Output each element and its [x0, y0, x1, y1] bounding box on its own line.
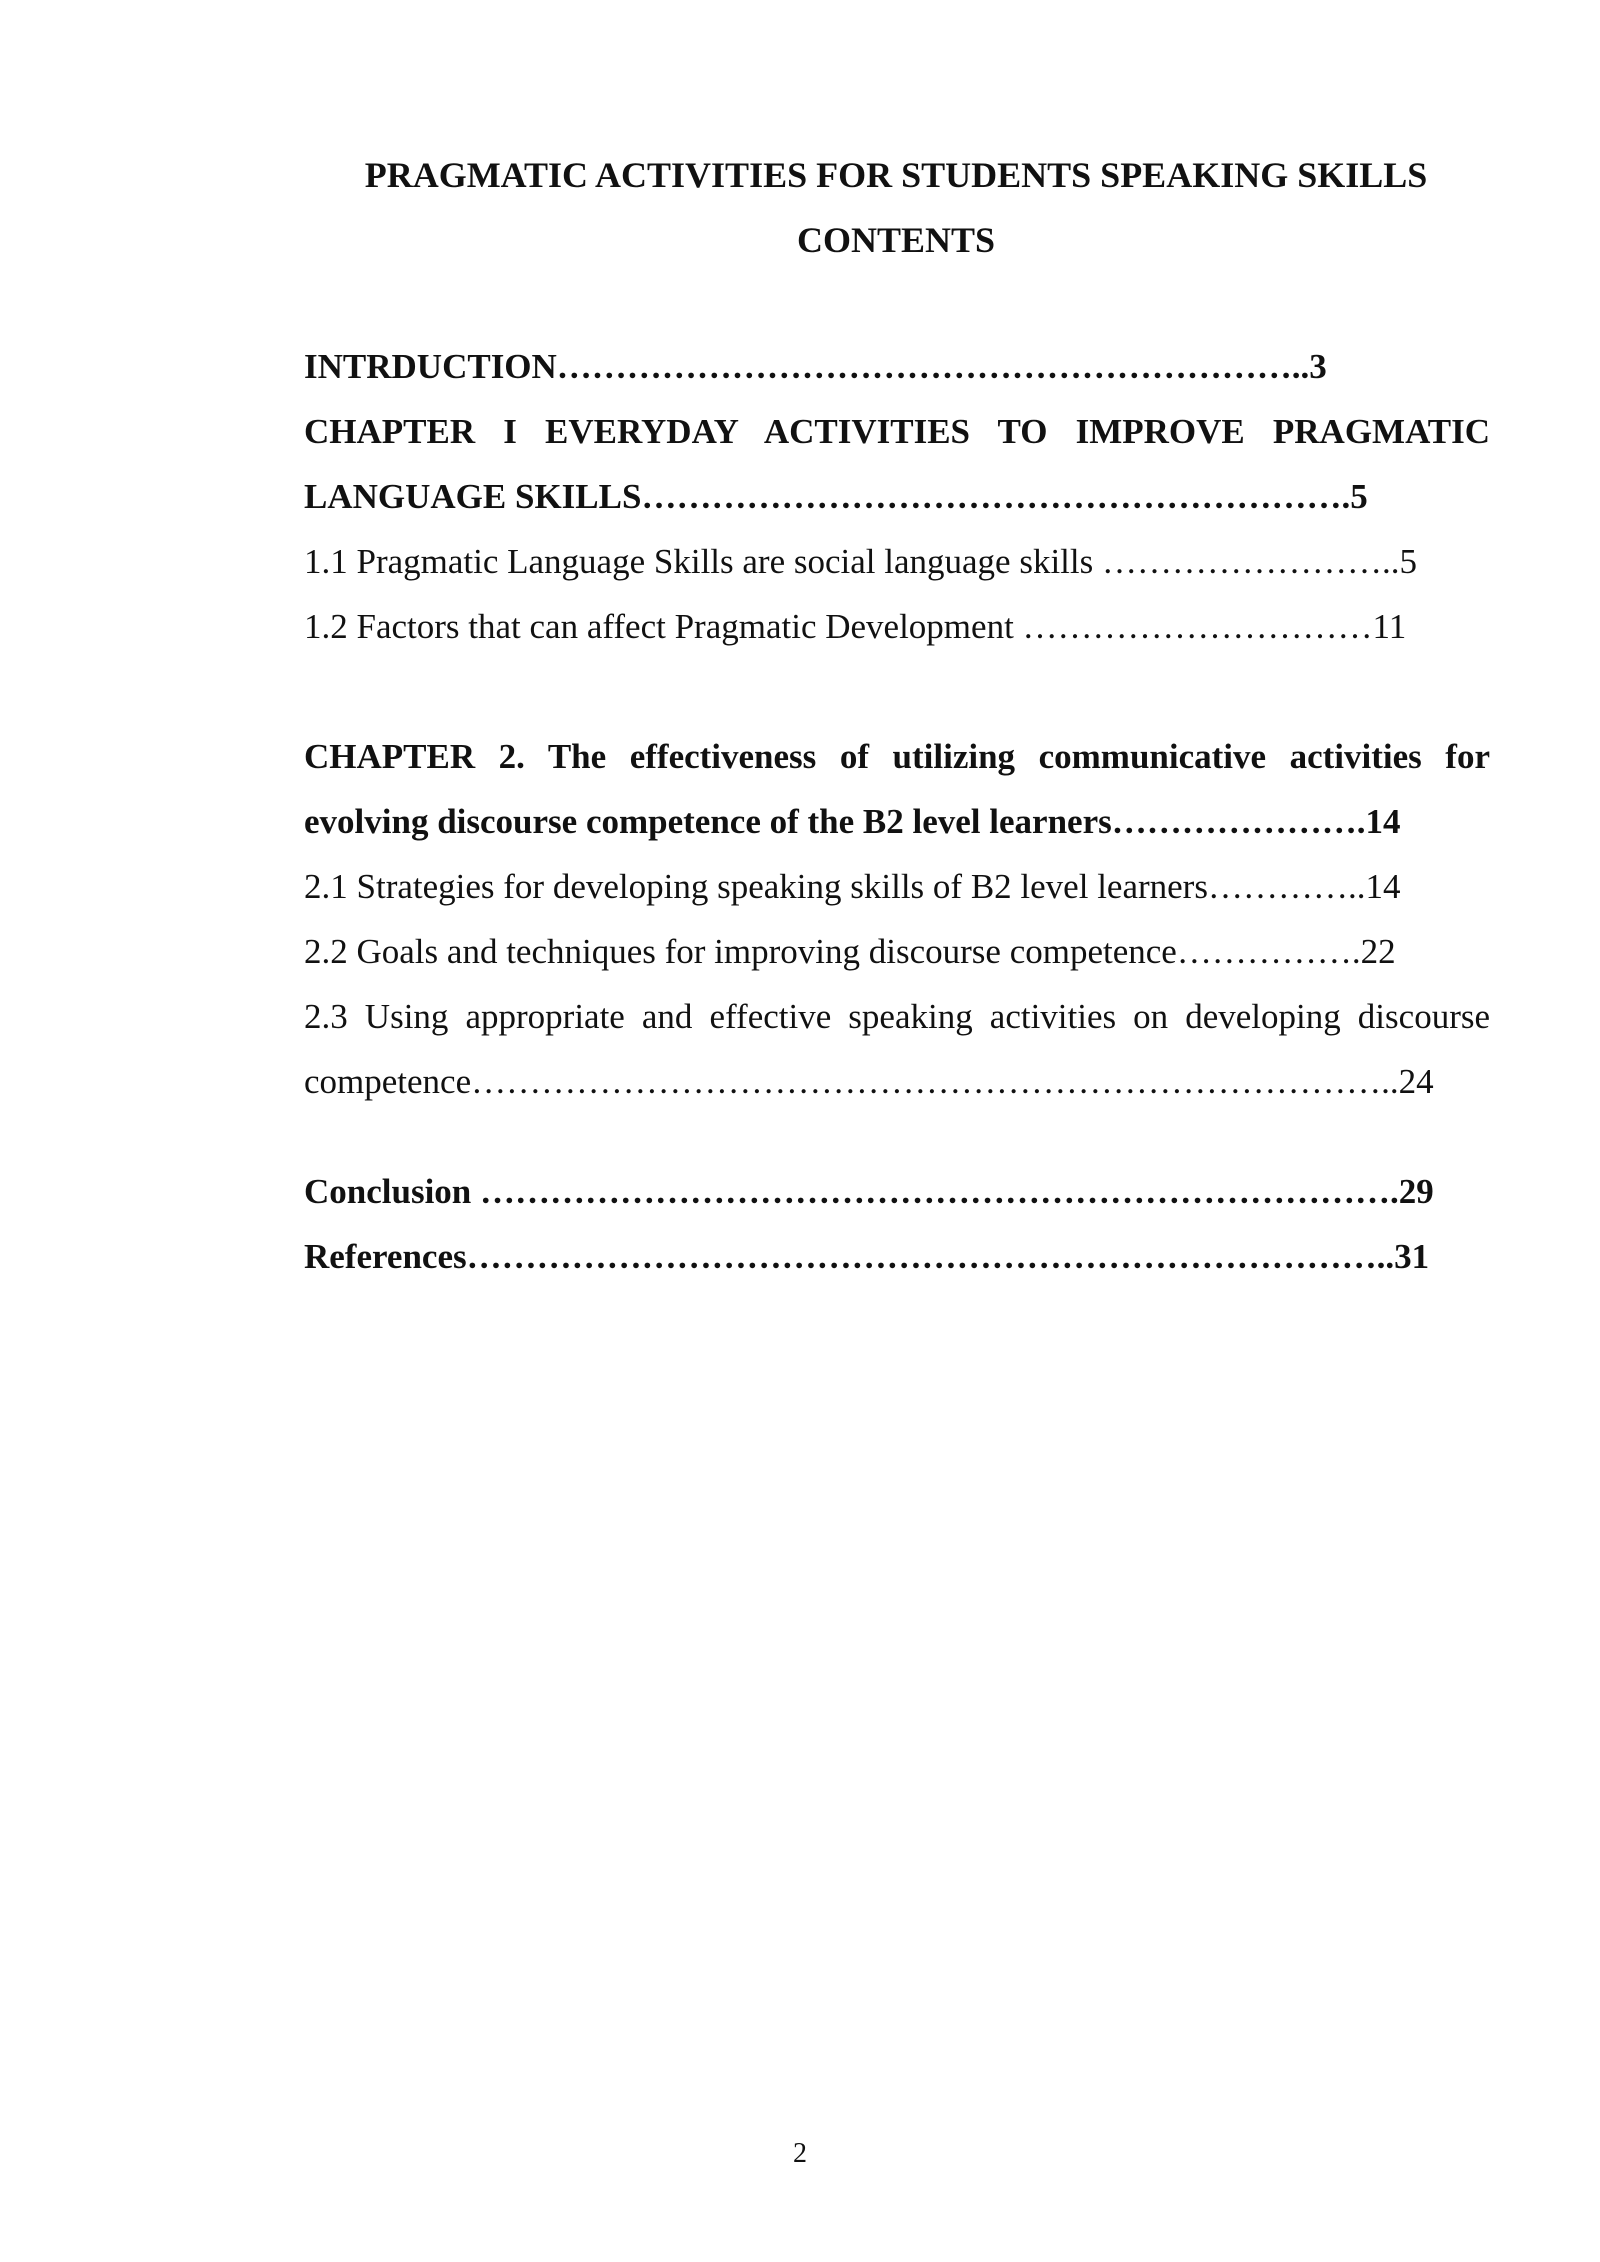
toc-introduction: INTRDUCTION………………………………………………………..3: [304, 347, 1327, 386]
toc-section-2-2: 2.2 Goals and techniques for improving discourse competence…………….22: [304, 932, 1396, 971]
page-number: 2: [793, 2138, 807, 2169]
toc-chapter1-line1: CHAPTER I EVERYDAY ACTIVITIES TO IMPROVE PRAGMATIC: [304, 412, 1490, 451]
toc-chapter2-line2: evolving discourse competence of the B2 level learners………………….14: [304, 802, 1401, 841]
toc-section-2-3-line2: competence……………………………………………………………………..24: [304, 1062, 1434, 1101]
toc-section-2-3-line1: 2.3 Using appropriate and effective speaking activities on developing discourse: [304, 997, 1490, 1036]
toc-chapter2-line1: CHAPTER 2. The effectiveness of utilizing communicative activities for: [304, 737, 1490, 776]
toc-chapter1-line2: LANGUAGE SKILLS…………………………………………………….5: [304, 477, 1368, 516]
toc-references: References……………………………………………………………………..31: [304, 1237, 1430, 1276]
toc-section-1-2: 1.2 Factors that can affect Pragmatic Development …………………………11: [304, 607, 1407, 646]
toc-section-2-1: 2.1 Strategies for developing speaking skills of B2 level learners…………..14: [304, 867, 1401, 906]
document-title: PRAGMATIC ACTIVITIES FOR STUDENTS SPEAKING SKILLS: [364, 155, 1428, 195]
contents-heading: CONTENTS: [796, 220, 996, 260]
toc-conclusion: Conclusion …………………………………………………………………….29: [304, 1172, 1434, 1211]
toc-section-1-1: 1.1 Pragmatic Language Skills are social language skills ……………………..5: [304, 542, 1417, 581]
